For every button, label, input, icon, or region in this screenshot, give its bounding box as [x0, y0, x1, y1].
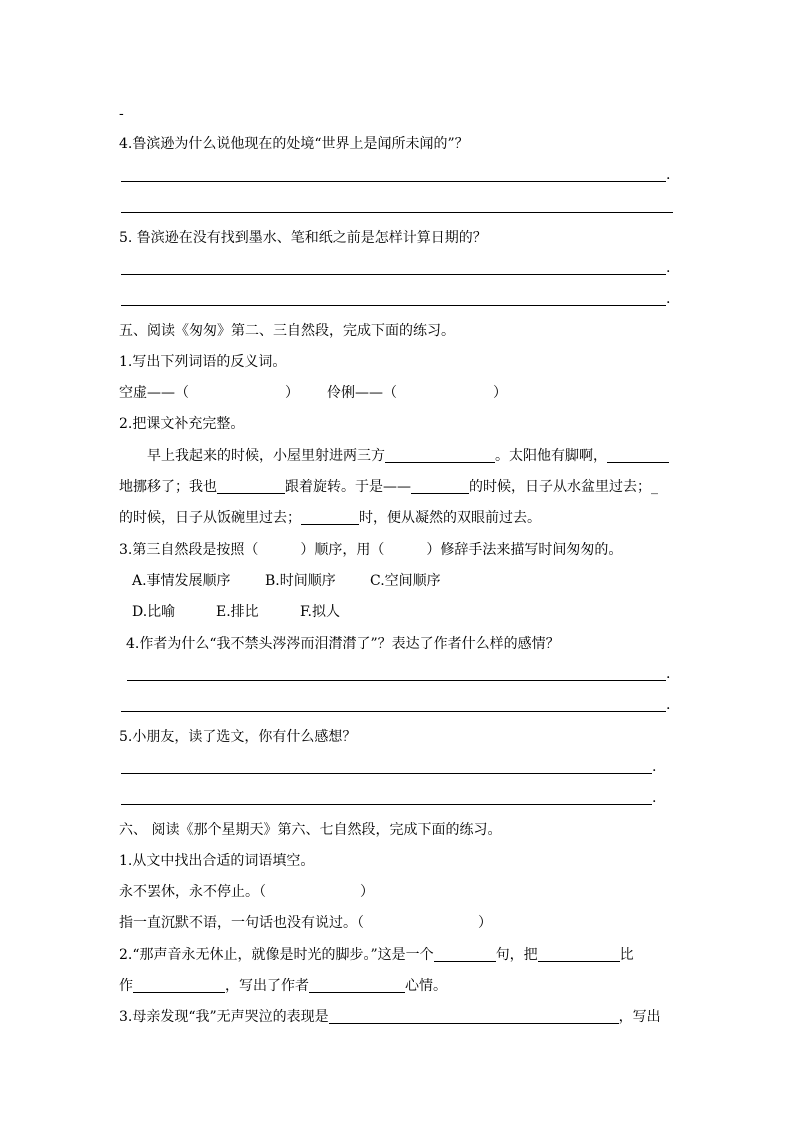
fill-text: 跟着旋转。于是——: [285, 479, 411, 495]
answer-line-end-mark: .: [666, 666, 671, 682]
option-d[interactable]: D.比喻: [132, 604, 176, 620]
fill-text: 早上我起来的时候，小屋里射进两三方: [147, 448, 385, 464]
top-mark: -: [119, 106, 124, 122]
s6-question-2-line-2: [119, 976, 447, 996]
section-5-heading: 五、阅读《匆匆》第二、三自然段，完成下面的练习。: [119, 323, 455, 339]
fill-blank[interactable]: [607, 448, 669, 463]
q2-text: 句，把: [495, 947, 538, 963]
answer-line[interactable]: [127, 680, 666, 681]
fill-blank[interactable]: [434, 947, 496, 962]
fill-blank[interactable]: [385, 448, 495, 463]
answer-line-end-mark: .: [666, 260, 671, 276]
fill-text-line-2: [119, 477, 658, 497]
answer-line[interactable]: [121, 274, 666, 275]
q3-options-row-1: [132, 571, 441, 591]
q2-text: 比: [619, 947, 634, 963]
answer-line-end-mark: .: [652, 759, 657, 775]
fill-blank[interactable]: [301, 510, 359, 525]
s5-question-5: 5.小朋友，读了选文，你有什么感想？: [119, 729, 357, 745]
q3-text: ，写出: [618, 1009, 661, 1025]
fill-text: 的时候，日子从水盆里过去；_: [469, 479, 658, 495]
antonym-1-close: ）: [285, 385, 299, 401]
answer-line-end-mark: .: [652, 790, 657, 806]
answer-line[interactable]: [121, 212, 673, 213]
answer-line-end-mark: .: [666, 167, 671, 183]
s5-question-3: 3.第三自然段是按照（ ）顺序，用（ ）修辞手法来描写时间匆匆的。: [119, 542, 623, 558]
fill-text-line-3: [119, 508, 541, 528]
s5-question-1: 1.写出下列词语的反义词。: [119, 354, 287, 370]
q3-options-row-2: [132, 602, 340, 622]
answer-line[interactable]: [121, 773, 652, 774]
s5-question-4: 4.作者为什么“我不禁头涔涔而泪潸潸了”？表达了作者什么样的感情？: [126, 636, 560, 652]
fill-blank[interactable]: [411, 479, 469, 494]
item-close: ）: [360, 884, 374, 900]
q2-text: ，写出了作者: [225, 978, 309, 994]
answer-line[interactable]: [121, 181, 666, 182]
item-close: ）: [478, 915, 492, 931]
q2-text: 心情。: [405, 978, 447, 994]
s5-question-2: 2.把课文补充完整。: [119, 416, 245, 432]
option-c[interactable]: C.空间顺序: [370, 573, 441, 589]
fill-text: 时，便从凝然的双眼前过去。: [359, 510, 541, 526]
option-b[interactable]: B.时间顺序: [265, 573, 336, 589]
question-5-text: 5. 鲁滨逊在没有找到墨水、笔和纸之前是怎样计算日期的？: [119, 230, 487, 246]
s6-question-1: 1.从文中找出合适的词语填空。: [119, 853, 315, 869]
fill-blank[interactable]: [329, 1009, 619, 1024]
fill-text: 的时候，日子从饭碗里过去；: [119, 510, 301, 526]
option-e[interactable]: E.排比: [216, 604, 259, 620]
q2-text: 作: [119, 978, 133, 994]
q2-text: 2.“那声音永无休止，就像是时光的脚步。”这是一个: [119, 947, 434, 963]
option-f[interactable]: F.拟人: [300, 604, 340, 620]
option-a[interactable]: A.事情发展顺序: [132, 573, 231, 589]
s5-antonym-row: [119, 383, 507, 403]
fill-text: 地挪移了；我也: [119, 479, 217, 495]
fill-text: 。太阳他有脚啊，: [495, 448, 607, 464]
s6-question-3: [119, 1007, 661, 1027]
answer-line-end-mark: .: [666, 291, 671, 307]
question-4-text: 4.鲁滨逊为什么说他现在的处境“世界上是闻所未闻的”？: [119, 136, 469, 152]
fill-blank[interactable]: [133, 978, 225, 993]
answer-line[interactable]: [121, 305, 666, 306]
antonym-2-close: ）: [493, 385, 507, 401]
answer-line[interactable]: [121, 804, 652, 805]
antonym-1-prompt: 空虚——（: [119, 385, 189, 401]
antonym-2-prompt: 伶俐——（: [327, 385, 397, 401]
item-prompt: 永不罢休，永不停止。（: [119, 884, 266, 900]
fill-blank[interactable]: [309, 978, 405, 993]
section-6-heading: 六、 阅读《那个星期天》第六、七自然段，完成下面的练习。: [119, 822, 502, 838]
s6-q1-item-1: [119, 882, 374, 902]
s6-question-2-line-1: [119, 945, 634, 965]
fill-blank[interactable]: [538, 947, 620, 962]
fill-text-line-1: [147, 446, 669, 466]
fill-blank[interactable]: [217, 479, 285, 494]
answer-line[interactable]: [121, 711, 666, 712]
s6-q1-item-2: [119, 913, 492, 933]
q3-text: 3.母亲发现“我”无声哭泣的表现是: [119, 1009, 329, 1025]
item-prompt: 指一直沉默不语，一句话也没有说过。（: [119, 915, 364, 931]
answer-line-end-mark: .: [666, 697, 671, 713]
